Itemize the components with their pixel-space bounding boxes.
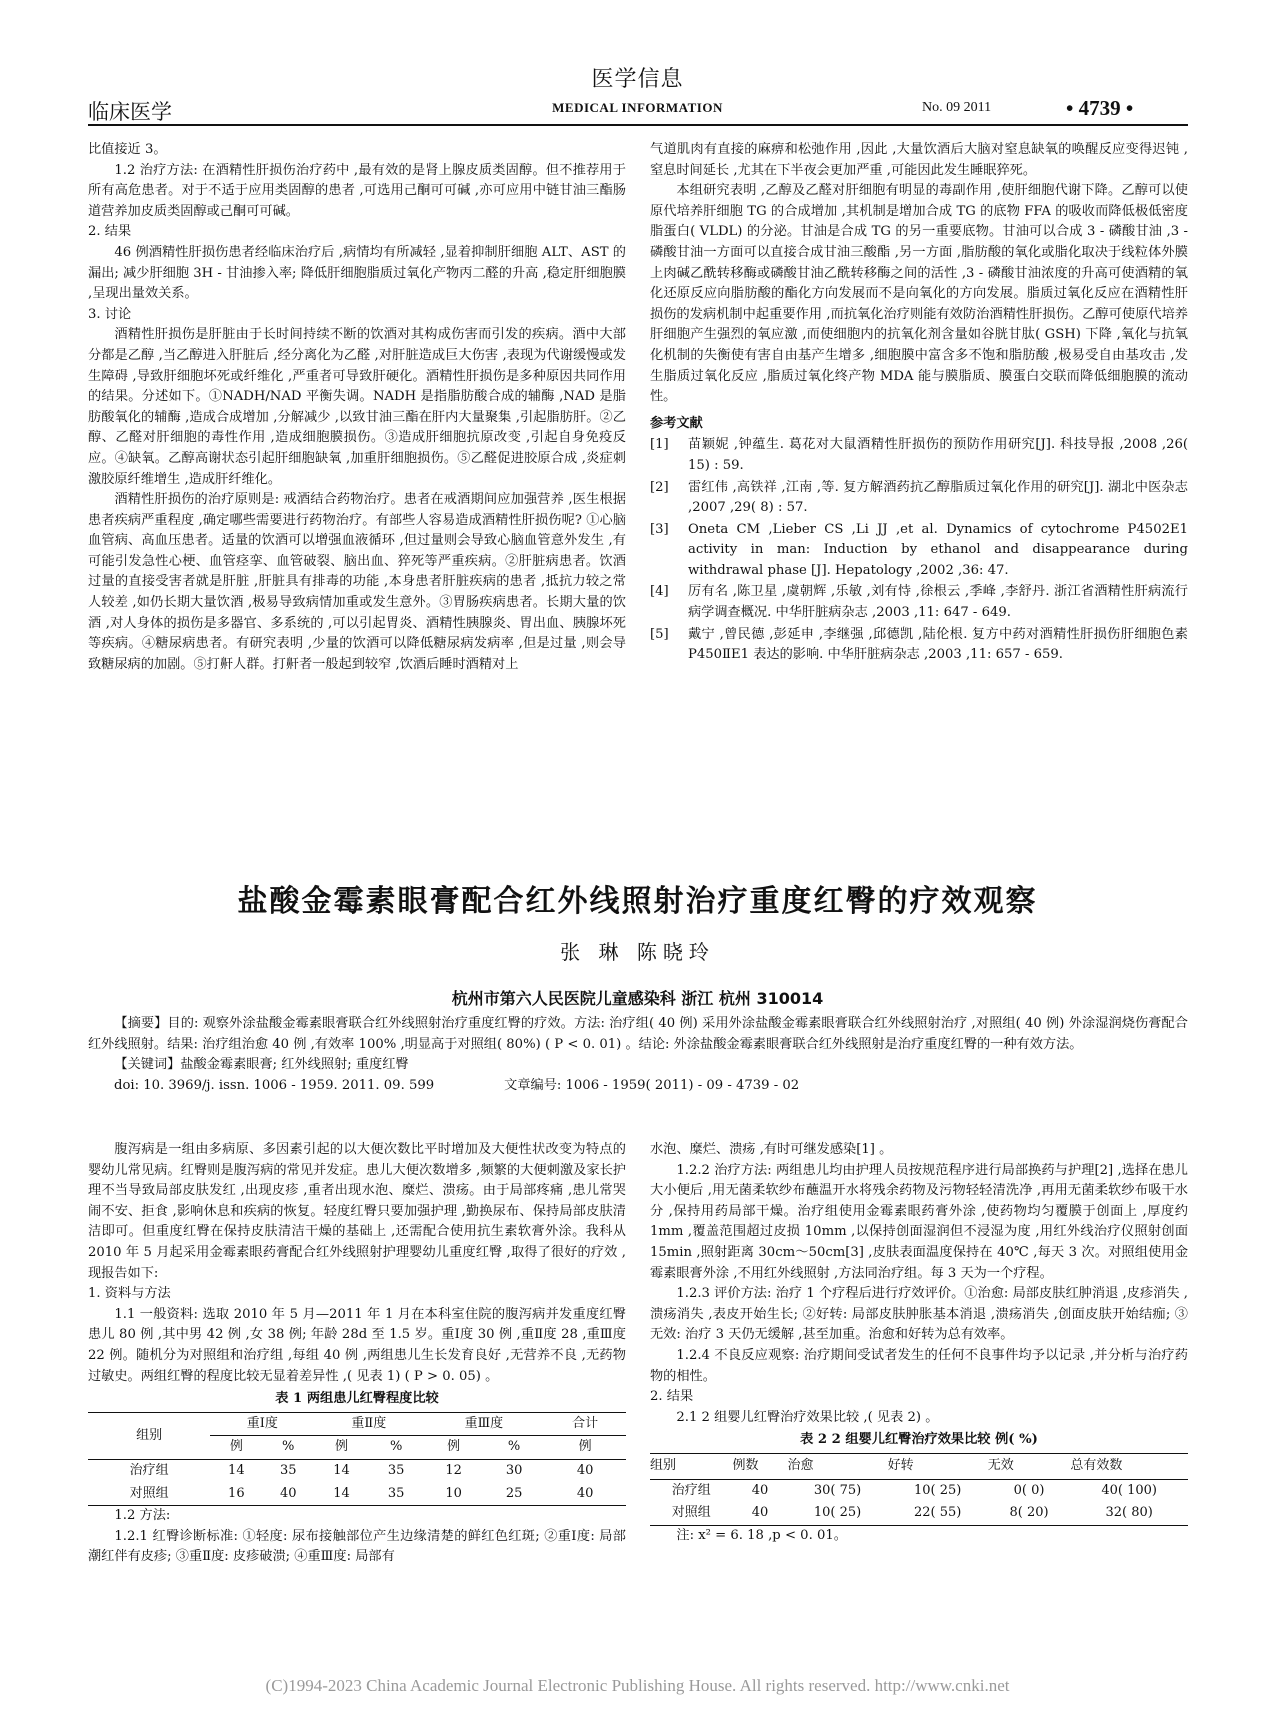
paragraph: 1.2.3 评价方法: 治疗 1 个疗程后进行疗效评价。①治愈: 局部皮肤红肿消退 ,皮疹消失 ,溃疡消失 ,表皮开始生长; ②好转: 局部皮肤肿胀基本消退 ,溃疡消失 ,创面皮肤开始结痂; ③无效: 治疗 3 天仍无缓解 ,甚至加重。治愈和好转为总有效率。 <box>650 1286 1188 1343</box>
table-subheader: 例 <box>314 1436 369 1460</box>
table-header: 组别 <box>88 1412 210 1459</box>
section-heading: 3. 讨论 <box>88 306 132 322</box>
subheading: 1.2 方法: <box>114 1508 171 1524</box>
table-cell: 10 <box>445 1485 462 1501</box>
journal-name-en: MEDICAL INFORMATION <box>552 100 723 115</box>
table2 <box>650 1453 1188 1526</box>
abstract-block <box>88 1014 1188 1096</box>
table-header: 合计 <box>544 1412 626 1436</box>
doi: doi: 10. 3969/j. issn. 1006 - 1959. 2011. 09. 599 <box>114 1077 435 1093</box>
paragraph: 1.2.1 红臀诊断标准: ①轻度: 尿布接触部位产生边缘清楚的鲜红色红斑; ②重Ⅰ度: 局部潮红伴有皮疹; ③重Ⅱ度: 皮疹破溃; ④重Ⅲ度: 局部有 <box>88 1528 626 1565</box>
table-header: 例数 <box>732 1453 787 1479</box>
table-row <box>88 1459 626 1482</box>
table-header: 无效 <box>988 1453 1071 1479</box>
table-row <box>650 1479 1188 1502</box>
table2-note: 注: x² = 6. 18 ,p < 0. 01。 <box>676 1527 847 1543</box>
table-row <box>88 1483 626 1506</box>
table-cell: 35 <box>387 1462 405 1478</box>
paragraph: 1.2.2 治疗方法: 两组患儿均由护理人员按规范程序进行局部换药与护理[2] ,选择在患儿大小便后 ,用无菌柔软纱布蘸温开水将残余药物及污物轻轻清洗净 ,再用无菌柔软纱布吸干水分 ,保持用药局部干燥。治疗组使用金霉素眼药膏外涂 ,使药物均匀覆膜于创面上 ,厚度约 1mm ,覆盖范围超过皮损 10mm ,以保持创面湿润但不浸湿为度 ,用红外线治疗仪照射创面 15min ,照射距离 30cm～50cm[3] ,皮肤表面温度保持在 40℃ ,每天 3 次。对照组使用金霉素眼膏外涂 ,不用红外线照射 ,方法同治疗组。每 3 天为一个疗程。 <box>650 1162 1188 1281</box>
table1-caption: 表 1 两组患儿红臀程度比较 <box>275 1391 439 1407</box>
section-label: 临床医学 <box>88 100 172 124</box>
reference-item <box>650 625 1188 666</box>
table-cell: 14 <box>333 1462 350 1478</box>
page-number: • 4739 • <box>1066 96 1134 120</box>
article-number: 文章编号: 1006 - 1959( 2011) - 09 - 4739 - 02 <box>504 1077 800 1093</box>
paragraph: 气道肌肉有直接的麻痹和松弛作用 ,因此 ,大量饮酒后大脑对窒息缺氧的唤醒反应变得迟钝 ,窒息时间延长 ,尤其在下半夜会更加严重 ,可能因此发生睡眠猝死。 <box>650 142 1188 178</box>
paragraph: 酒精性肝损伤是肝脏由于长时间持续不断的饮酒对其构成伤害而引发的疾病。酒中大部分都是乙醇 ,当乙醇进入肝脏后 ,经分离化为乙醛 ,对肝脏造成巨大伤害 ,表现为代谢缓慢或发生障碍 ,导致肝细胞坏死或纤维化 ,严重者可导致肝硬化。酒精性肝损伤是多种原因共同作用的结果。分述如下。①NADH/NAD 平衡失调。NADH 是指脂肪酸合成的辅酶 ,NAD 是脂肪酸氧化的辅酶 ,造成合成增加 ,分解减少 ,以致甘油三酯在肝内大量聚集 ,引起脂肪肝。②乙醇、乙醛对肝细胞的毒性作用 ,造成细胞膜损伤。③造成肝细胞抗原改变 ,引起自身免疫反应。④缺氧。乙醇高谢状态引起肝细胞缺氧 ,加重肝细胞损伤。⑤乙醛促进胶原合成 ,炎症刺激胶原纤维增生 ,造成肝纤维化。 <box>88 327 626 487</box>
doi-line <box>88 1076 1188 1097</box>
journal-name-cn: 医学信息 <box>591 67 684 92</box>
paragraph: 本组研究表明 ,乙醇及乙醛对肝细胞有明显的毒副作用 ,使肝细胞代谢下降。乙醇可以使原代培养肝细胞 TG 的合成增加 ,其机制是增加合成 TG 的底物 FFA 的吸收而降低极低密度脂蛋白( VLDL) 的分泌。甘油是合成 TG 的另一重要底物。甘油可以合成 3 - 磷酸甘油 ,3 - 磷酸甘油一方面可以直接合成甘油三酸酯 ,另一方面 ,脂肪酸的氧化或脂化取决于线粒体外膜上肉碱乙酰转移酶或磷酸甘油乙酰转移酶之间的活性 ,3 - 磷酸甘油浓度的升高可使酒精的氧化还原反应向脂肪酸的酯化方向发展而不是向氧化的方向发展。脂质过氧化反应在酒精性肝损伤的发病机制中起重要作用 ,而抗氧化治疗则能有效防治酒精性肝损伤。乙醇可使原代培养肝细胞产生强烈的氧应激 ,而使细胞内的抗氧化剂含量如谷胱甘肽( GSH) 下降 ,氧化与抗氧化机制的失衡使有害自由基产生增多 ,细胞膜中富含多不饱和脂肪酸 ,极易受自由基攻击 ,发生脂质过氧化反应 ,脂质过氧化终产物 MDA 能与膜脂质、膜蛋白交联而降低细胞膜的流动性。 <box>650 183 1188 405</box>
references-heading: 参考文献 <box>650 415 703 431</box>
table-cell: 35 <box>279 1462 297 1478</box>
table-cell: 40( 100) <box>1101 1482 1157 1498</box>
section-heading: 1. 资料与方法 <box>88 1286 171 1302</box>
table-cell: 10( 25) <box>913 1482 962 1498</box>
table1 <box>88 1412 626 1506</box>
paragraph: 1.1 一般资料: 选取 2010 年 5 月—2011 年 1 月在本科室住院的腹泻病并发重度红臀患儿 80 例 ,其中男 42 例 ,女 38 例; 年龄 28d 至 1.5 岁。重Ⅰ度 30 例 ,重Ⅱ度 28 ,重Ⅲ度 22 例。随机分为对照组和治疗组 ,每组 40 例 ,两组患儿生长发育良好 ,无营养不良 ,无药物过敏史。两组红臀的程度比较无显着差异性 ,( 见表 1) ( P > 0. 05) 。 <box>88 1306 626 1384</box>
table-subheader: 例 <box>210 1436 262 1460</box>
table-header: 重Ⅲ度 <box>423 1412 544 1436</box>
table-header: 治愈 <box>787 1453 887 1479</box>
table-row <box>650 1502 1188 1525</box>
issue-number: No. 09 2011 <box>922 100 992 115</box>
table-header: 总有效数 <box>1070 1453 1188 1479</box>
reference-item <box>650 478 1188 519</box>
reference-text: 厉有名 ,陈卫星 ,虞朝辉 ,乐敏 ,刘有恃 ,徐根云 ,季峰 ,李舒丹. 浙江省酒精性肝病流行病学调查概况. 中华肝脏病杂志 ,2003 ,11: 647 - 649. <box>688 584 1188 621</box>
table-cell: 22( 55) <box>913 1505 962 1521</box>
article-affiliation: 杭州市第六人民医院儿童感染科 浙江 杭州 310014 <box>451 989 824 1008</box>
table-cell: 12 <box>445 1462 462 1478</box>
prev-article-right-column <box>650 140 1188 667</box>
paragraph: 腹泻病是一组由多病原、多因素引起的以大便次数比平时增加及大便性状改变为特点的婴幼儿常见病。红臀则是腹泻病的常见并发症。患儿大便次数增多 ,频繁的大便刺激及家长护理不当导致局部皮肤发红 ,出现皮疹 ,重者出现水泡、糜烂、溃疡。由于局部疼痛 ,患儿常哭闹不安、拒食 ,影响休息和疾病的恢复。轻度红臀只要加强护理 ,勤换尿布、保持局部皮肤清洁即可。但重度红臀在保持皮肤清洁干燥的基础上 ,还需配合使用抗生素软膏外涂。我科从 2010 年 5 月起采用金霉素眼药膏配合红外线照射护理婴幼儿重度红臀 ,取得了很好的疗效 ,现报告如下: <box>88 1142 626 1281</box>
table-cell: 40 <box>279 1485 297 1501</box>
table-header: 好转 <box>888 1453 988 1479</box>
paragraph: 1.2 治疗方法: 在酒精性肝损伤治疗药中 ,最有效的是肾上腺皮质类固醇。但不推荐用于所有高危患者。对于不适于应用类固醇的患者 ,可选用己酮可可碱 ,亦可应用中链甘油三酯肠道营养加皮质类固醇或己酮可可碱。 <box>88 162 626 219</box>
copyright-footer: (C)1994-2023 China Academic Journal Electronic Publishing House. All rights reserved. http://www.cnki.net <box>265 1676 1010 1695</box>
paragraph: 酒精性肝损伤的治疗原则是: 戒酒结合药物治疗。患者在戒酒期间应加强营养 ,医生根据患者疾病严重程度 ,确定哪些需要进行药物治疗。有部些人容易造成酒精性肝损伤呢? ①心脑血管病、高血压患者。适量的饮酒可以增强血液循环 ,但过量则会导致心脑血管意外发生 ,有可能引发急性心梗、血管痉挛、血管破裂、脑出血、猝死等严重疾病。②肝脏病患者。饮酒过量的直接受害者就是肝脏 ,肝脏具有排毒的功能 ,本身患者肝脏疾病的患者 ,抵抗力较之常人较差 ,如仍长期大量饮酒 ,极易导致病情加重或发生意外。③胃肠疾病患者。长期大量的饮酒 ,对人身体的损伤是多器官、多系统的 ,可以引起胃炎、酒精性胰腺炎、胃出血、胰腺坏死等疾病。④糖尿病患者。有研究表明 ,少量的饮酒可以降低糖尿病发病率 ,但是过量 ,则会导致糖尿病的加剧。⑤打鼾人群。打鼾者一般起到较窄 ,饮酒后睡时酒精对上 <box>88 492 626 672</box>
section-heading: 2. 结果 <box>88 224 132 240</box>
table-cell: 25 <box>505 1485 523 1501</box>
reference-number: [4] <box>650 584 669 600</box>
table-cell: 14 <box>228 1462 245 1478</box>
paragraph: 水泡、糜烂、溃疡 ,有时可继发感染[1] 。 <box>650 1142 893 1157</box>
reference-number: [5] <box>650 626 669 642</box>
paragraph: 2.1 2 组婴儿红臀治疗效果比较 ,( 见表 2) 。 <box>676 1409 939 1425</box>
table-cell: 10( 25) <box>813 1505 862 1521</box>
table-subheader: % <box>369 1436 424 1460</box>
prev-article-left-column <box>88 140 626 675</box>
table-cell: 0( 0) <box>1013 1482 1045 1498</box>
table2-caption: 表 2 2 组婴儿红臀治疗效果比较 例( %) <box>800 1432 1038 1448</box>
reference-text: Oneta CM ,Lieber CS ,Li JJ ,et al. Dynamics of cytochrome P4502E1 activity in man: Induction by ethanol and disappearance during withdrawal phase [J]. Hepatology ,2002 ,36: 47. <box>688 521 1188 578</box>
table-cell: 治疗组 <box>129 1462 169 1478</box>
table-cell: 40 <box>576 1485 594 1501</box>
table-cell: 14 <box>333 1485 350 1501</box>
article-authors: 张 琳 陈晓玲 <box>560 940 715 964</box>
article-left-column <box>88 1140 626 1568</box>
table-cell: 40 <box>751 1505 769 1521</box>
table-header: 组别 <box>650 1453 732 1479</box>
header-rule <box>88 124 1188 126</box>
reference-text: 雷红伟 ,高铁祥 ,江南 ,等. 复方解酒药抗乙醇脂质过氧化作用的研究[J]. 湖北中医杂志 ,2007 ,29( 8) : 57. <box>688 479 1188 516</box>
article-right-column <box>650 1140 1188 1546</box>
table-cell: 16 <box>228 1485 245 1501</box>
table-header: 重Ⅰ度 <box>210 1412 314 1436</box>
reference-number: [2] <box>650 479 669 495</box>
reference-item <box>650 520 1188 582</box>
article-title: 盐酸金霉素眼膏配合红外线照射治疗重度红臀的疗效观察 <box>237 884 1038 919</box>
section-heading: 2. 结果 <box>650 1389 694 1405</box>
reference-number: [3] <box>650 521 669 537</box>
reference-number: [1] <box>650 437 669 453</box>
table-cell: 40 <box>751 1482 769 1498</box>
reference-text: 戴宁 ,曾民德 ,彭延申 ,李继强 ,邱德凯 ,陆伦根. 复方中药对酒精性肝损伤肝细胞色素 P450ⅡE1 表达的影响. 中华肝脏病杂志 ,2003 ,11: 657 - 659. <box>688 626 1188 663</box>
abstract: 【摘要】目的: 观察外涂盐酸金霉素眼膏联合红外线照射治疗重度红臀的疗效。方法: 治疗组( 40 例) 采用外涂盐酸金霉素眼膏联合红外线照射治疗 ,对照组( 40 例) 外涂湿润烧伤膏配合红外线照射。结果: 治疗组治愈 40 例 ,有效率 100% ,明显高于对照组( 80%) ( P < 0. 01) 。结论: 外涂盐酸金霉素眼膏联合红外线照射是治疗重度红臀的一种有效方法。 <box>88 1016 1188 1052</box>
paragraph: 1.2.4 不良反应观察: 治疗期间受试者发生的任何不良事件均予以记录 ,并分析与治疗药物的相性。 <box>650 1347 1188 1384</box>
paragraph: 46 例酒精性肝损伤患者经临床治疗后 ,病情均有所减轻 ,显着抑制肝细胞 ALT、AST 的漏出; 减少肝细胞 3H - 甘油掺入率; 降低肝细胞脂质过氧化产物丙二醛的升高 ,稳定肝细胞膜 ,呈现出量效关系。 <box>88 244 626 302</box>
reference-item <box>650 582 1188 623</box>
table-header: 重Ⅱ度 <box>314 1412 423 1436</box>
reference-item <box>650 435 1188 476</box>
keywords: 【关键词】盐酸金霉素眼膏; 红外线照射; 重度红臀 <box>114 1057 409 1073</box>
paragraph: 比值接近 3。 <box>88 142 167 157</box>
table-cell: 治疗组 <box>671 1482 711 1498</box>
reference-text: 苗颖妮 ,钟蕴生. 葛花对大鼠酒精性肝损伤的预防作用研究[J]. 科技导报 ,2008 ,26( 15) : 59. <box>688 437 1188 473</box>
table-cell: 对照组 <box>671 1505 711 1521</box>
table-cell: 35 <box>387 1485 405 1501</box>
table-subheader: 例 <box>544 1436 626 1460</box>
table-cell: 30 <box>505 1462 523 1478</box>
table-subheader: % <box>484 1436 544 1460</box>
table-cell: 40 <box>576 1462 594 1478</box>
table-cell: 32( 80) <box>1105 1505 1153 1521</box>
table-cell: 对照组 <box>129 1485 169 1501</box>
table-cell: 30( 75) <box>813 1482 862 1498</box>
table-subheader: 例 <box>423 1436 483 1460</box>
table-subheader: % <box>262 1436 314 1460</box>
table-cell: 8( 20) <box>1009 1505 1049 1521</box>
